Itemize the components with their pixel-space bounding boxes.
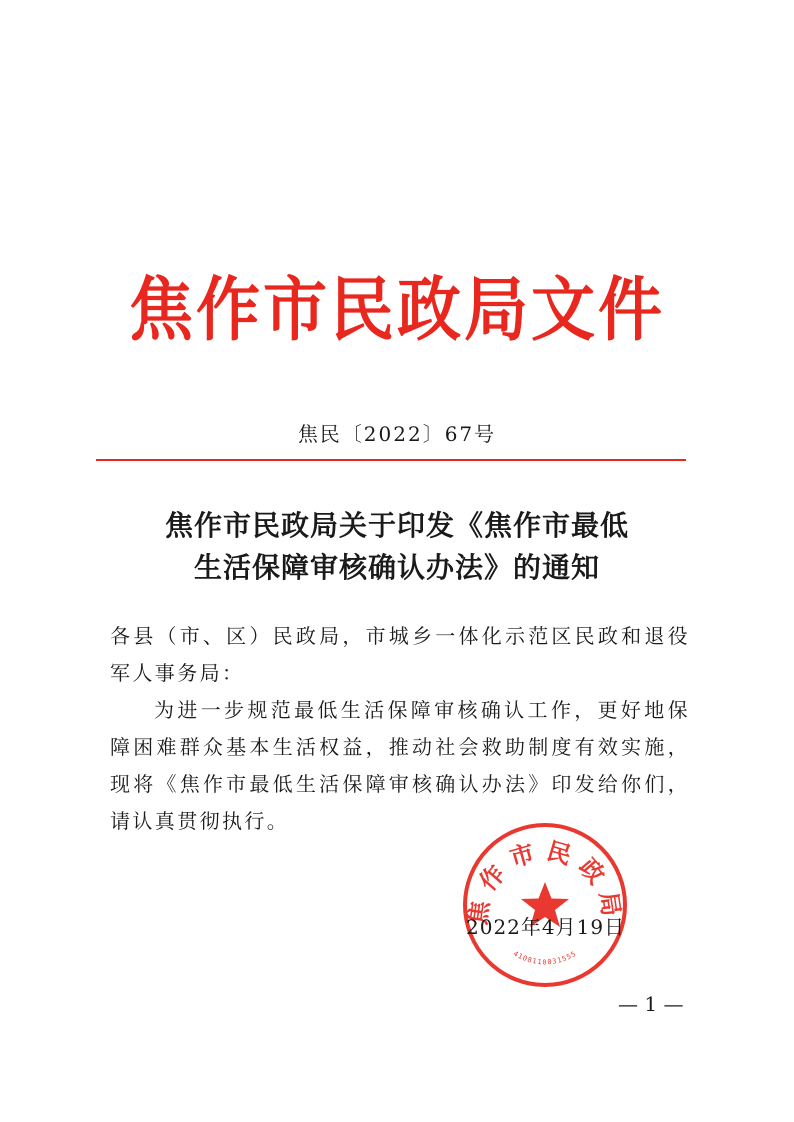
document-masthead: 焦作市民政局文件 xyxy=(129,269,665,351)
seal-text: 焦作市民政局 xyxy=(462,835,628,927)
document-number: 焦民〔2022〕67号 xyxy=(297,422,497,446)
seal-serial: 4108110031555 xyxy=(511,949,579,967)
notice-title xyxy=(90,505,704,589)
red-separator-line xyxy=(96,459,686,461)
notice-body xyxy=(110,618,690,840)
official-seal-stamp xyxy=(460,820,630,990)
notice-title-line-1: 焦作市民政局关于印发《焦作市最低 xyxy=(164,509,629,542)
page-number: — 1 — xyxy=(618,992,684,1016)
svg-text:4108110031555 xyxy=(512,950,578,967)
recipients-paragraph: 各县（市、区）民政局，市城乡一体化示范区民政和退役军人事务局： xyxy=(110,624,690,685)
main-paragraph: 为进一步规范最低生活保障审核确认工作，更好地保障困难群众基本生活权益，推动社会救助制度有效实施，现将《焦作市最低生活保障审核确认办法》印发给你们，请认真贯彻执行。 xyxy=(110,698,690,833)
issue-date: 2022年4月19日 xyxy=(466,915,626,939)
notice-title-line-2: 生活保障审核确认办法》的通知 xyxy=(193,551,600,584)
